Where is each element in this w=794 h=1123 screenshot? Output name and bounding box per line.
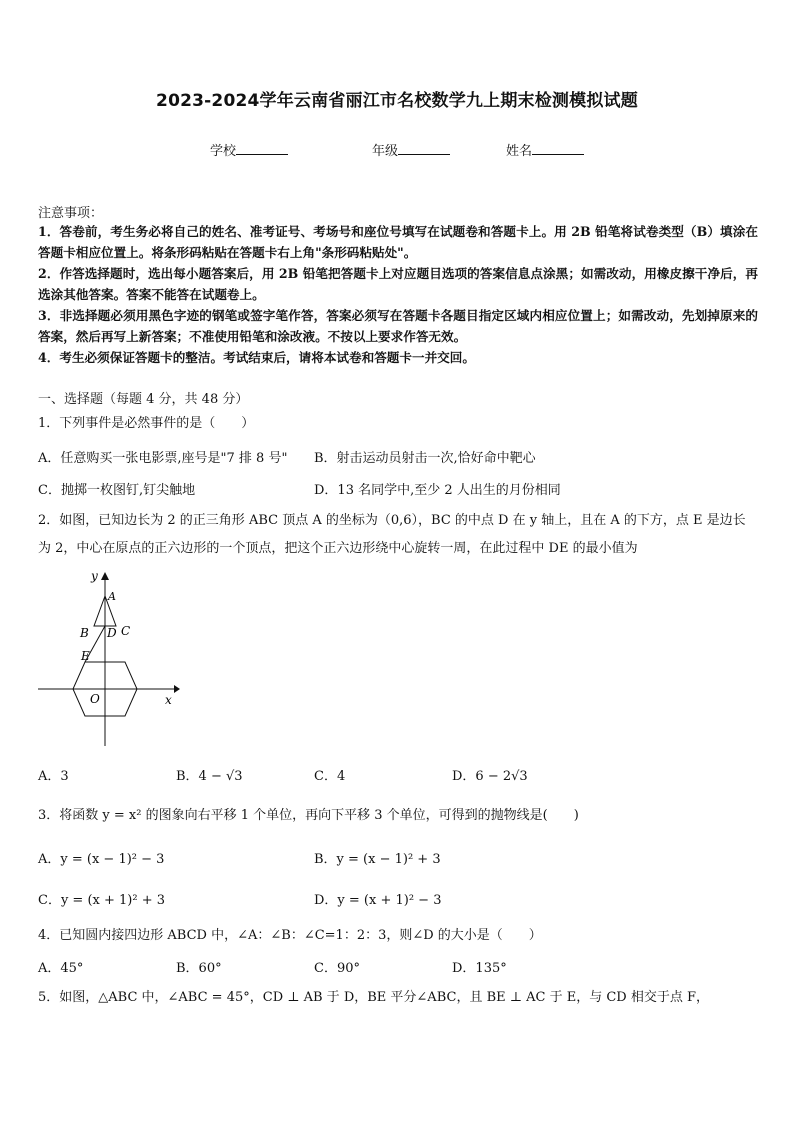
notes-heading: 注意事项： (38, 206, 104, 221)
page-title: 2023-2024学年云南省丽江市名校数学九上期末检测模拟试题 (156, 91, 638, 111)
question-1-stem: 1．下列事件是必然事件的是（ ） (38, 416, 255, 431)
q3-option-c[interactable]: C．y = (x + 1)² + 3 (38, 893, 165, 908)
note-item-1: 1．答卷前，考生务必将自己的姓名、准考证号、考场号和座位号填写在试题卷和答题卡上。用 2B 铅笔将试卷类型（B）填涂在答题卡相应位置上。将条形码粘贴在答题卡右上角"条形码粘贴处"。 (38, 224, 758, 260)
grade-blank[interactable] (398, 142, 450, 155)
q4-option-b[interactable]: B．60° (176, 961, 222, 976)
q4-option-c[interactable]: C．90° (314, 961, 360, 976)
q1-option-c[interactable]: C．抛掷一枚图钉,钉尖触地 (38, 483, 196, 498)
q4-option-d[interactable]: D．135° (452, 961, 507, 976)
q4-option-a[interactable]: A．45° (38, 961, 84, 976)
question-3-stem: 3．将函数 y = x² 的图象向右平移 1 个单位，再向下平移 3 个单位，可得到的抛物线是( ) (38, 808, 579, 823)
label-y: y (91, 569, 98, 583)
section-heading: 一、选择题（每题 4 分，共 48 分） (38, 392, 249, 407)
name-field (506, 140, 584, 159)
label-d: D (107, 626, 117, 640)
label-a: A (108, 590, 116, 603)
q2-option-c[interactable]: C．4 (314, 769, 346, 784)
question-2-stem: 2．如图，已知边长为 2 的正三角形 ABC 顶点 A 的坐标为（0,6），BC 的中点 D 在 y 轴上，且在 A 的下方，点 E 是边长为 2，中心在原点的正六边形的一个顶点，把这个正六边形绕中心旋转一周，在此过程中 DE 的最小值为 (38, 513, 746, 556)
x-axis-arrow (174, 685, 180, 693)
q3-option-d[interactable]: D．y = (x + 1)² − 3 (314, 893, 442, 908)
name-label: 姓名 (506, 144, 533, 159)
label-b: B (80, 626, 89, 640)
label-o: O (90, 692, 100, 706)
y-axis-arrow (101, 572, 109, 580)
grade-field (372, 140, 450, 159)
q2-option-b[interactable]: B．4 − √3 (176, 769, 243, 784)
school-field (210, 140, 288, 159)
school-label: 学校 (210, 144, 237, 159)
label-c: C (121, 624, 131, 638)
note-item-2: 2．作答选择题时，选出每小题答案后，用 2B 铅笔把答题卡上对应题目选项的答案信息点涂黑；如需改动，用橡皮擦干净后，再选涂其他答案。答案不能答在试题卷上。 (38, 266, 758, 302)
label-e: E (81, 649, 90, 663)
q2-figure (34, 566, 184, 748)
q3-option-b[interactable]: B．y = (x − 1)² + 3 (314, 852, 441, 867)
q1-option-d[interactable]: D．13 名同学中,至少 2 人出生的月份相同 (314, 483, 561, 498)
q3-option-a[interactable]: A．y = (x − 1)² − 3 (38, 852, 165, 867)
q1-option-a[interactable]: A．任意购买一张电影票,座号是"7 排 8 号" (38, 451, 288, 466)
note-item-3: 3．非选择题必须用黑色字迹的钢笔或签字笔作答，答案必须写在答题卡各题目指定区域内相应位置上；如需改动，先划掉原来的答案，然后再写上新答案；不准使用铅笔和涂改液。不按以上要求作答无效。 (38, 308, 758, 344)
label-x: x (165, 693, 172, 707)
q2-option-d[interactable]: D．6 − 2√3 (452, 769, 528, 784)
question-4-stem: 4．已知圆内接四边形 ABCD 中，∠A：∠B：∠C=1：2：3，则∠D 的大小是（ ） (38, 928, 542, 943)
q1-option-b[interactable]: B．射击运动员射击一次,恰好命中靶心 (314, 451, 536, 466)
note-item-4: 4．考生必须保证答题卡的整洁。考试结束后，请将本试卷和答题卡一并交回。 (38, 350, 475, 365)
name-blank[interactable] (532, 142, 584, 155)
q2-option-a[interactable]: A．3 (38, 769, 69, 784)
question-5-stem: 5．如图，△ABC 中，∠ABC = 45°，CD ⊥ AB 于 D，BE 平分∠ABC，且 BE ⊥ AC 于 E，与 CD 相交于点 F， (38, 990, 709, 1005)
school-blank[interactable] (236, 142, 288, 155)
grade-label: 年级 (372, 144, 399, 159)
